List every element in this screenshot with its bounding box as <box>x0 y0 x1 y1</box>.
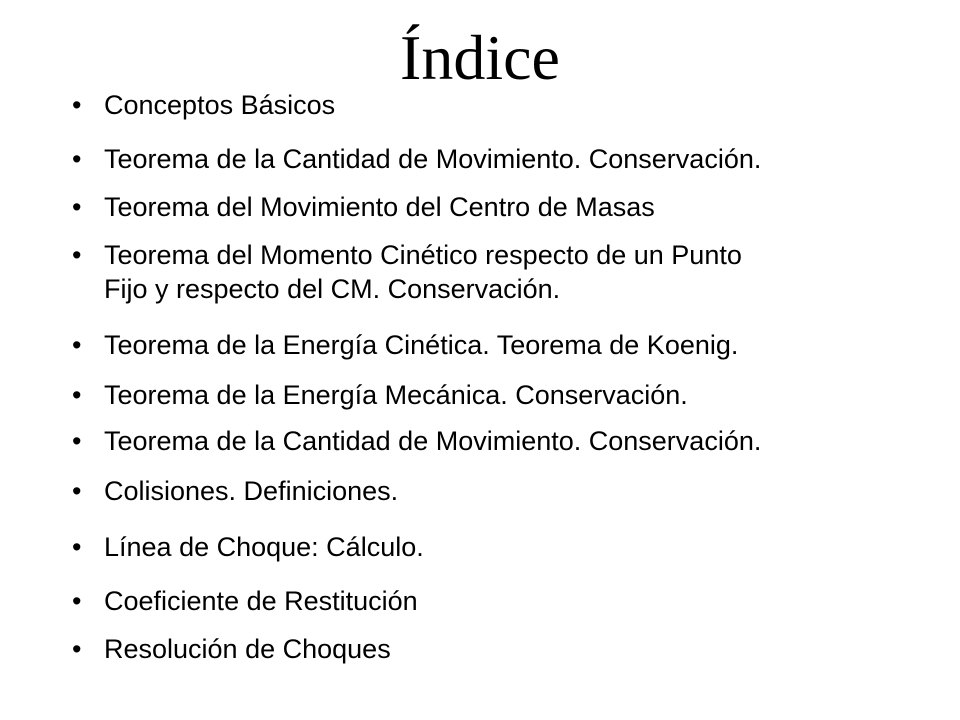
bullet-icon: • <box>72 426 82 456</box>
list-item-text: Teorema de la Cantidad de Movimiento. Conservación. <box>104 426 762 456</box>
list-item-text: Colisiones. Definiciones. <box>104 476 399 506</box>
list-item-text: Teorema del Momento Cinético respecto de un Punto <box>104 240 742 270</box>
bullet-icon: • <box>72 586 82 616</box>
list-item-text-continuation: Fijo y respecto del CM. Conservación. <box>104 274 561 304</box>
slide-title: Índice <box>400 22 560 93</box>
bullet-icon: • <box>72 144 82 174</box>
bullet-icon: • <box>72 240 82 270</box>
bullet-icon: • <box>72 380 82 410</box>
bullet-icon: • <box>72 634 82 664</box>
list-item-text: Coeficiente de Restitución <box>104 586 418 616</box>
bullet-icon: • <box>72 330 82 360</box>
list-item-text: Teorema de la Energía Cinética. Teorema de Koenig. <box>104 330 739 360</box>
list-item-text: Línea de Choque: Cálculo. <box>104 532 424 562</box>
list-item-text: Teorema de la Cantidad de Movimiento. Conservación. <box>104 144 762 174</box>
bullet-icon: • <box>72 532 82 562</box>
list-item-text: Teorema del Movimiento del Centro de Masas <box>104 192 655 222</box>
list-item-text: Resolución de Choques <box>104 634 391 664</box>
bullet-icon: • <box>72 90 82 120</box>
list-item-text: Teorema de la Energía Mecánica. Conservación. <box>104 380 688 410</box>
list-item-text: Conceptos Básicos <box>104 90 336 120</box>
bullet-icon: • <box>72 476 82 506</box>
bullet-icon: • <box>72 192 82 222</box>
